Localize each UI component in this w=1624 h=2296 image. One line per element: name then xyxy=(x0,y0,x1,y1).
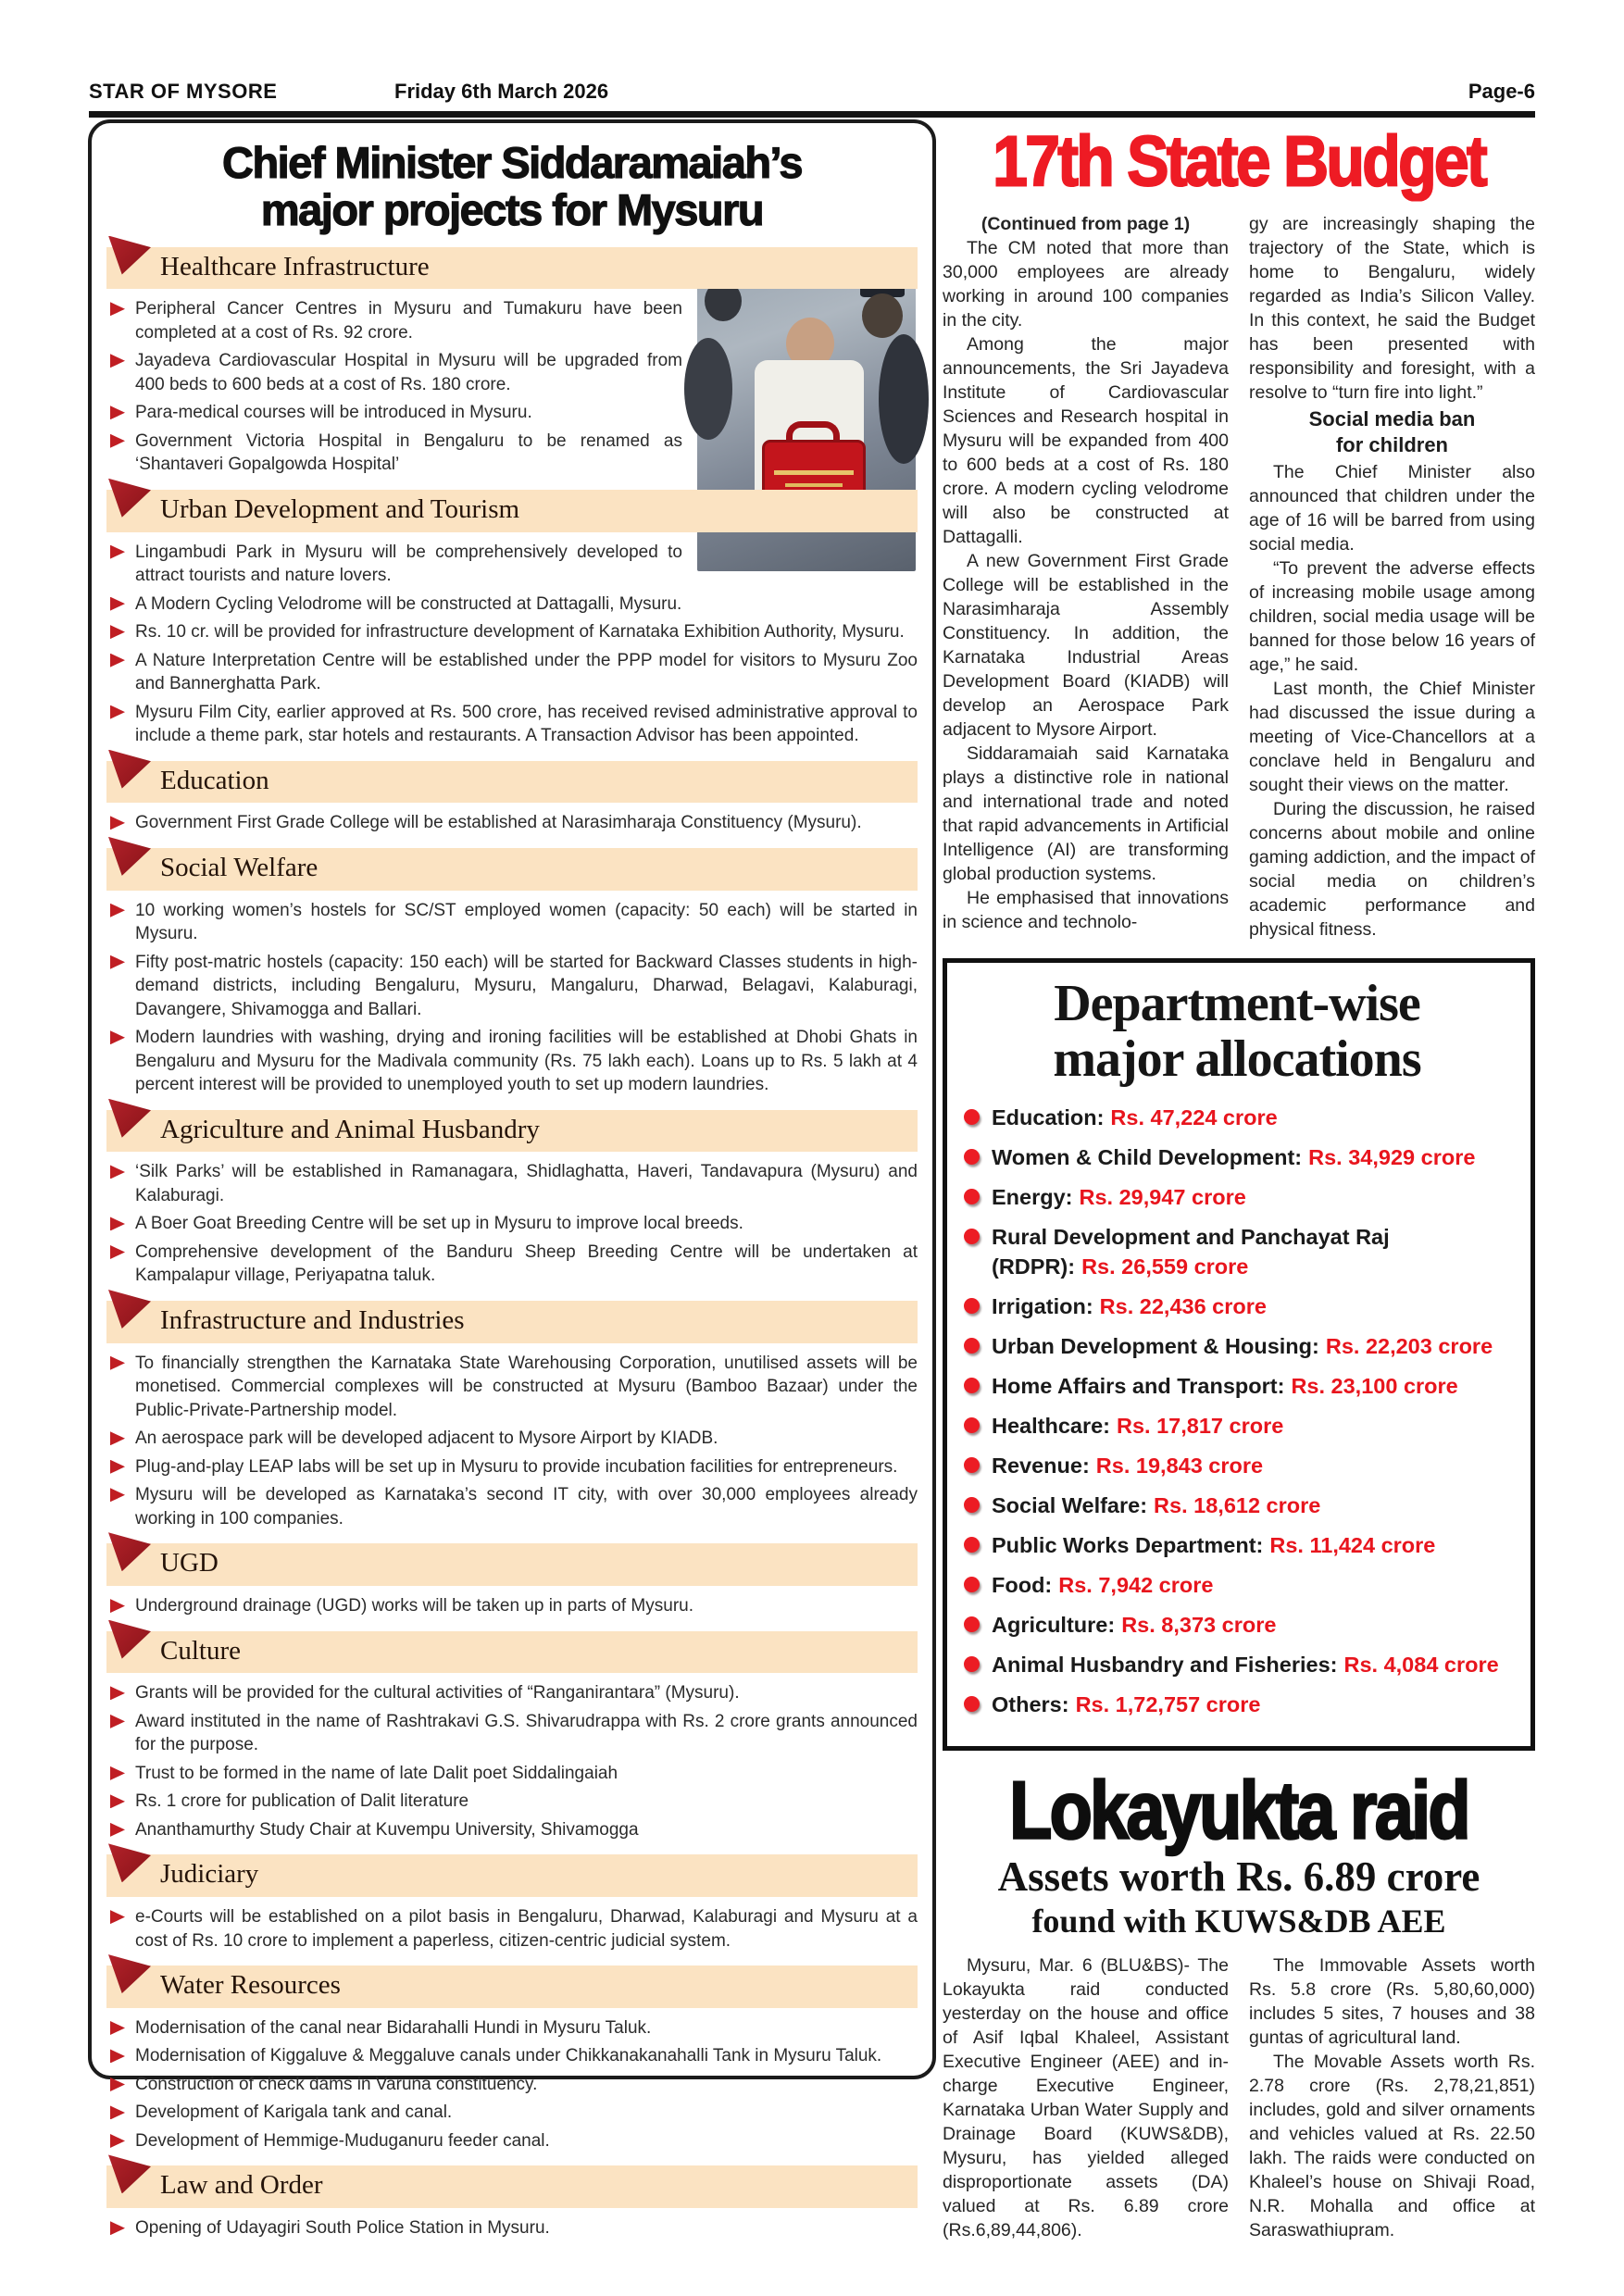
briefcase-gold-band xyxy=(774,470,854,475)
bullet-text: Construction of check dams in Varuna constituency. xyxy=(135,2074,538,2094)
budget-headline: 17th State Budget xyxy=(993,121,1485,202)
bullet-arrow-icon xyxy=(110,2049,125,2063)
budget-column-1 xyxy=(943,212,1229,942)
projects-headline xyxy=(106,140,918,234)
budget-subhead xyxy=(1249,406,1535,458)
bullet-item xyxy=(110,1710,918,1757)
bullet-arrow-icon xyxy=(110,1356,125,1370)
bullet-item xyxy=(110,349,682,396)
bullet-arrow-icon xyxy=(110,705,125,719)
red-dot-bullet-icon xyxy=(964,1378,980,1393)
allocation-label: Agriculture: xyxy=(992,1612,1116,1637)
section-title: Education xyxy=(160,765,269,795)
section-flag-icon xyxy=(108,837,151,876)
allocation-item xyxy=(962,1292,1512,1321)
section-header xyxy=(106,247,918,290)
bullet-item xyxy=(110,1681,918,1705)
budget-paragraph: “To prevent the adverse effects of increasing mobile usage among children, social media usage will be banned for those below 16 years of age,” he said. xyxy=(1249,558,1535,675)
bullet-arrow-icon xyxy=(110,1715,125,1728)
bullet-item xyxy=(110,2016,918,2040)
section-flag-icon xyxy=(108,1843,151,1882)
section-header xyxy=(106,761,918,804)
section-title: Judiciary xyxy=(160,1859,259,1890)
red-dot-bullet-icon xyxy=(964,1149,980,1165)
budget-paragraph: Siddaramaiah said Karnataka plays a distinctive role in national and international trade and noted that rapid advancements in Artificial Intelligence (AI) are transforming global production systems. xyxy=(943,743,1229,884)
raid-subhead: Assets worth Rs. 6.89 crore xyxy=(997,1853,1480,1900)
section-flag-icon xyxy=(108,750,151,789)
section-infrastructure-industries xyxy=(106,1301,918,1530)
bullet-arrow-icon xyxy=(110,545,125,559)
section-education xyxy=(106,761,918,835)
bullet-arrow-icon xyxy=(110,1030,125,1044)
crowd-body-silhouette xyxy=(684,338,732,440)
bullet-arrow-icon xyxy=(110,904,125,917)
allocation-amount: Rs. 1,72,757 crore xyxy=(1075,1691,1261,1716)
bullet-text: ‘Silk Parks’ will be established in Ramanagara, Shidlaghatta, Haveri, Tandavapura (Mysuru) and Kalaburagi. xyxy=(135,1162,918,1205)
bullet-arrow-icon xyxy=(110,2021,125,2035)
section-title: Culture xyxy=(160,1635,241,1666)
bullet-text: Jayadeva Cardiovascular Hospital in Mysuru will be upgraded from 400 beds to 600 beds at a cost of Rs. 180 crore. xyxy=(135,351,682,394)
section-title: Law and Order xyxy=(160,2170,323,2201)
raid-subhead-2: found with KUWS&DB AEE xyxy=(1031,1903,1446,1940)
allocation-amount: Rs. 11,424 crore xyxy=(1269,1532,1436,1557)
allocations-title xyxy=(962,976,1512,1088)
budget-paragraph: The CM noted that more than 30,000 employees are already working in around 100 companies in the city. xyxy=(943,238,1229,331)
bullet-text: Modernisation of Kiggaluve & Meggaluve canals under Chikkanakanahalli Tank in Mysuru Taluk. xyxy=(135,2046,882,2066)
budget-subhead-line2: for children xyxy=(1335,433,1448,456)
red-dot-bullet-icon xyxy=(964,1616,980,1632)
budget-paragraph: During the discussion, he raised concerns about mobile and online gaming addiction, and the impact of social media on children’s academic performance and physical fitness. xyxy=(1249,799,1535,940)
section-flag-icon xyxy=(108,1954,151,1993)
bullet-arrow-icon xyxy=(110,1431,125,1445)
red-dot-bullet-icon xyxy=(964,1577,980,1592)
section-header xyxy=(106,1301,918,1343)
bullet-arrow-icon xyxy=(110,625,125,639)
section-header xyxy=(106,1631,918,1674)
bullet-item xyxy=(110,541,682,588)
briefcase-gold-band xyxy=(785,483,843,487)
bullet-text: A Boer Goat Breeding Centre will be set up in Mysuru to improve local breeds. xyxy=(135,1214,743,1234)
section-flag-icon xyxy=(108,1532,151,1571)
bullet-arrow-icon xyxy=(110,1794,125,1808)
bullet-text: Trust to be formed in the name of late Dalit poet Siddalingaiah xyxy=(135,1763,618,1783)
bullet-text: Para-medical courses will be introduced in Mysuru. xyxy=(135,403,532,423)
allocation-amount: Rs. 19,843 crore xyxy=(1095,1453,1264,1478)
budget-column-2 xyxy=(1249,212,1535,942)
bullet-text: Ananthamurthy Study Chair at Kuvempu University, Shivamogga xyxy=(135,1819,639,1840)
bullet-item xyxy=(110,2101,918,2125)
crowd-head-silhouette xyxy=(862,293,903,338)
red-dot-bullet-icon xyxy=(964,1497,980,1513)
allocations-title-line1: Department-wise xyxy=(1054,975,1420,1032)
allocation-label: Rural Development and Panchayat Raj (RDPR): xyxy=(992,1224,1390,1279)
allocation-label: Home Affairs and Transport: xyxy=(992,1373,1285,1398)
section-title: Agriculture and Animal Husbandry xyxy=(160,1114,540,1144)
bullet-item xyxy=(110,2129,918,2153)
bullet-arrow-icon xyxy=(110,1686,125,1700)
bullet-text: Plug-and-play LEAP labs will be set up in Mysuru to provide incubation facilities for entrepreneurs. xyxy=(135,1456,898,1477)
bullet-text: Fifty post-matric hostels (capacity: 150 each) will be started for Backward Classes students in high-demand districts, including Bengaluru, Mysuru, Mangaluru, Dharwad, Belagavi, Kalaburagi, Davangere, Shivamogga and Ballari. xyxy=(135,952,918,1019)
allocation-item xyxy=(962,1222,1512,1281)
bullet-item xyxy=(110,1352,918,1423)
allocation-item xyxy=(962,1411,1512,1441)
allocation-item xyxy=(962,1331,1512,1361)
allocation-item xyxy=(962,1142,1512,1172)
bullet-text: Grants will be provided for the cultural activities of “Ranganirantara” (Mysuru). xyxy=(135,1683,740,1703)
section-social-welfare xyxy=(106,848,918,1097)
bullet-arrow-icon xyxy=(110,354,125,368)
bullet-item xyxy=(110,1818,918,1842)
bullet-text: Comprehensive development of the Banduru Sheep Breeding Centre will be undertaken at Kampalapur village, Periyapatna taluk. xyxy=(135,1242,918,1286)
budget-paragraph: Among the major announcements, the Sri Jayadeva Institute of Cardiovascular Sciences and Research hospital in Mysuru will be expanded from 400 to 600 beds at a cost of Rs. 180 crore. A modern cycling velodrome will also be constructed at Dattagalli. xyxy=(943,334,1229,547)
masthead xyxy=(89,80,1535,107)
bullet-item xyxy=(110,1905,918,1953)
allocation-label: Energy: xyxy=(992,1184,1073,1209)
red-dot-bullet-icon xyxy=(964,1229,980,1244)
allocation-label: Urban Development & Housing: xyxy=(992,1333,1319,1358)
projects-article xyxy=(88,119,936,2239)
budget-article xyxy=(943,120,1535,942)
section-flag-icon xyxy=(108,1290,151,1329)
budget-paragraph: He emphasised that innovations in science and technolo- xyxy=(943,888,1229,932)
bullet-item xyxy=(110,1160,918,1207)
red-dot-bullet-icon xyxy=(964,1338,980,1354)
section-title: Healthcare Infrastructure xyxy=(160,251,430,281)
red-dot-bullet-icon xyxy=(964,1537,980,1553)
section-ugd xyxy=(106,1543,918,1617)
allocation-item xyxy=(962,1103,1512,1132)
bullet-text: Peripheral Cancer Centres in Mysuru and Tumakuru have been completed at a cost of Rs. 92 crore. xyxy=(135,299,682,343)
section-title: UGD xyxy=(160,1548,219,1578)
section-header xyxy=(106,1110,918,1153)
bullet-arrow-icon xyxy=(110,2078,125,2091)
raid-column-2 xyxy=(1249,1953,1535,2242)
section-water-resources xyxy=(106,1965,918,2152)
bullet-item xyxy=(110,430,682,477)
allocations-title-line2: major allocations xyxy=(1053,1030,1421,1089)
projects-headline-line2: major projects for Mysuru xyxy=(260,184,764,234)
raid-paragraph: The Movable Assets worth Rs. 2.78 crore (Rs. 2,78,21,851) includes, gold and silver ornaments and vehicles valued at Rs. 22.50 lakh. The raids were conducted on Khaleel’s house on Shivaji Road, N.R. Mohalla and office at Saraswathiupram. xyxy=(1249,2052,1535,2241)
bullet-item xyxy=(110,1241,918,1288)
allocation-label: Food: xyxy=(992,1572,1053,1597)
bullet-text: An aerospace park will be developed adjacent to Mysore Airport by KIADB. xyxy=(135,1429,718,1449)
bullet-text: Underground drainage (UGD) works will be taken up in parts of Mysuru. xyxy=(135,1596,693,1616)
bullet-item xyxy=(110,1455,918,1479)
allocation-amount: Rs. 26,559 crore xyxy=(1081,1254,1249,1279)
red-dot-bullet-icon xyxy=(964,1457,980,1473)
allocation-label: Healthcare: xyxy=(992,1413,1110,1438)
bullet-arrow-icon xyxy=(110,1599,125,1613)
section-title: Infrastructure and Industries xyxy=(160,1304,465,1335)
allocation-amount: Rs. 22,203 crore xyxy=(1325,1333,1493,1358)
bullet-arrow-icon xyxy=(110,434,125,448)
section-flag-icon xyxy=(108,2154,151,2193)
allocation-item xyxy=(962,1451,1512,1480)
bullet-text: Development of Hemmige-Muduganuru feeder canal. xyxy=(135,2130,550,2151)
allocation-label: Public Works Department: xyxy=(992,1532,1264,1557)
section-header xyxy=(106,1854,918,1897)
bullet-arrow-icon xyxy=(110,1165,125,1179)
allocation-amount: Rs. 29,947 crore xyxy=(1079,1184,1246,1209)
allocation-label: Irrigation: xyxy=(992,1293,1093,1318)
allocation-amount: Rs. 4,084 crore xyxy=(1343,1652,1499,1677)
bullet-item xyxy=(110,1790,918,1814)
bullet-text: A Nature Interpretation Centre will be established under the PPP model for visitors to Mysuru Zoo and Bannerghatta Park. xyxy=(135,650,918,694)
section-culture xyxy=(106,1631,918,1842)
section-header xyxy=(106,490,918,532)
section-header xyxy=(106,1965,918,2008)
bullet-item xyxy=(110,2216,918,2240)
red-dot-bullet-icon xyxy=(964,1696,980,1712)
bullet-text: Government First Grade College will be established at Narasimharaja Constituency (Mysuru). xyxy=(135,813,862,833)
allocations-box xyxy=(943,958,1535,1751)
allocation-label: Others: xyxy=(992,1691,1069,1716)
bullet-item xyxy=(110,951,918,1022)
bullet-text: Government Victoria Hospital in Bengaluru to be renamed as ‘Shantaveri Gopalgowda Hospital’ xyxy=(135,430,682,475)
bullet-item xyxy=(110,1026,918,1097)
allocation-label: Social Welfare: xyxy=(992,1492,1148,1517)
bullet-text: To financially strengthen the Karnataka State Warehousing Corporation, unutilised assets will be monetised. Commercial complexes will be constructed at Mysuru (Bamboo Bazaar) under the Public-Private-Partnership model. xyxy=(135,1353,918,1420)
bullet-arrow-icon xyxy=(110,1910,125,1924)
raid-column-1 xyxy=(943,1953,1229,2242)
section-flag-icon xyxy=(108,1620,151,1659)
bullet-text: Development of Karigala tank and canal. xyxy=(135,2103,453,2123)
section-judiciary xyxy=(106,1854,918,1953)
bullet-item xyxy=(110,1594,918,1618)
red-dot-bullet-icon xyxy=(964,1189,980,1204)
bullet-arrow-icon xyxy=(110,1766,125,1780)
masthead-rule xyxy=(89,111,1535,118)
bullet-arrow-icon xyxy=(110,816,125,830)
bullet-arrow-icon xyxy=(110,302,125,316)
section-header xyxy=(106,2165,918,2208)
bullet-text: Rs. 1 crore for publication of Dalit literature xyxy=(135,1791,469,1812)
budget-columns xyxy=(943,212,1535,942)
red-dot-bullet-icon xyxy=(964,1656,980,1672)
page-number: Page-6 xyxy=(1468,80,1535,103)
section-flag-icon xyxy=(108,236,151,275)
allocation-item xyxy=(962,1491,1512,1520)
continued-note: (Continued from page 1) xyxy=(981,214,1191,234)
bullet-item xyxy=(110,2073,918,2097)
raid-headline: Lokayukta raid xyxy=(1009,1764,1468,1856)
bullet-arrow-icon xyxy=(110,1245,125,1259)
bullet-item xyxy=(110,297,682,344)
bullet-item xyxy=(110,899,918,946)
allocation-amount: Rs. 22,436 crore xyxy=(1099,1293,1267,1318)
allocation-item xyxy=(962,1530,1512,1560)
bullet-arrow-icon xyxy=(110,2221,125,2235)
bullet-arrow-icon xyxy=(110,1823,125,1837)
raid-article xyxy=(943,1764,1535,2242)
allocation-amount: Rs. 34,929 crore xyxy=(1308,1144,1476,1169)
bullet-item xyxy=(110,401,682,425)
bullet-text: e-Courts will be established on a pilot basis in Bengaluru, Dharwad, Kalaburagi and Mysuru at a cost of Rs. 10 crore to implement a paperless, citizen-centric judicial system. xyxy=(135,1907,918,1951)
bullet-arrow-icon xyxy=(110,1488,125,1502)
bullet-text: Mysuru will be developed as Karnataka’s second IT city, with over 30,000 employees already working in 100 companies. xyxy=(135,1485,918,1529)
allocation-amount: Rs. 8,373 crore xyxy=(1121,1612,1277,1637)
allocation-item xyxy=(962,1570,1512,1600)
bullet-item xyxy=(110,1483,918,1530)
bullet-text: Opening of Udayagiri South Police Station in Mysuru. xyxy=(135,2218,550,2239)
bullet-text: A Modern Cycling Velodrome will be constructed at Dattagalli, Mysuru. xyxy=(135,593,682,614)
allocation-amount: Rs. 7,942 crore xyxy=(1058,1572,1214,1597)
section-agriculture-animal-husbandry xyxy=(106,1110,918,1288)
right-column xyxy=(943,120,1535,2242)
bullet-item xyxy=(110,1427,918,1451)
allocation-item xyxy=(962,1182,1512,1212)
bullet-arrow-icon xyxy=(110,2105,125,2119)
projects-headline-line1: Chief Minister Siddaramaiah’s xyxy=(222,138,802,187)
bullet-text: 10 working women’s hostels for SC/ST employed women (capacity: 50 each) will be started in Mysuru. xyxy=(135,900,918,944)
allocation-item xyxy=(962,1650,1512,1679)
bullet-item xyxy=(110,1762,918,1786)
allocation-item xyxy=(962,1610,1512,1640)
section-header xyxy=(106,1543,918,1586)
budget-paragraph: The Chief Minister also announced that children under the age of 16 will be barred from using social media. xyxy=(1249,462,1535,555)
budget-paragraph: A new Government First Grade College will be established in the Narasimharaja Assembly Constituency. In addition, the Karnataka Industrial Areas Development Board (KIADB) will develop an Aerospace Park adjacent to Mysore Airport. xyxy=(943,551,1229,740)
bullet-item xyxy=(110,2044,918,2068)
crowd-body-silhouette xyxy=(879,334,929,464)
section-title: Water Resources xyxy=(160,1970,341,2001)
raid-paragraph: The Immovable Assets worth Rs. 5.8 crore (Rs. 5,80,60,000) includes 5 sites, 7 houses and 38 guntas of agricultural land. xyxy=(1249,1955,1535,2049)
section-header xyxy=(106,848,918,891)
bullet-text: Rs. 10 cr. will be provided for infrastructure development of Karnataka Exhibition Authority, Mysuru. xyxy=(135,622,905,643)
allocation-label: Revenue: xyxy=(992,1453,1090,1478)
allocation-amount: Rs. 17,817 crore xyxy=(1117,1413,1284,1438)
bullet-arrow-icon xyxy=(110,1460,125,1474)
paper-title: STAR OF MYSORE xyxy=(89,80,278,103)
projects-body xyxy=(106,247,918,2240)
budget-subhead-line1: Social media ban xyxy=(1308,407,1476,430)
raid-paragraph: Mysuru, Mar. 6 (BLU&BS)- The Lokayukta raid conducted yesterday on the house and office of Asif Iqbal Khaleel, Assistant Executive Engineer (AEE) and in-charge Executive Engineer, Karnataka Urban Water Supply and Drainage Board (KUWS&DB), Mysuru, has yielded alleged disproportionate assets (DA) valued at Rs. 6.89 crore (Rs.6,89,44,806). xyxy=(943,1955,1229,2241)
bullet-arrow-icon xyxy=(110,1217,125,1230)
section-flag-icon xyxy=(108,1099,151,1138)
red-dot-bullet-icon xyxy=(964,1417,980,1433)
allocation-label: Education: xyxy=(992,1104,1105,1129)
allocation-item xyxy=(962,1371,1512,1401)
bullet-arrow-icon xyxy=(110,955,125,969)
section-title: Urban Development and Tourism xyxy=(160,493,520,524)
issue-date: Friday 6th March 2026 xyxy=(394,80,609,103)
bullet-text: Modern laundries with washing, drying and ironing facilities will be established at Dhobi Ghats in Bengaluru and Mysuru for the Madivala community (Rs. 75 lakh each). Loans up to Rs. 5 lakh at 4 percent interest will be provided to unemployed youth to set up modern laundries. xyxy=(135,1028,918,1095)
red-dot-bullet-icon xyxy=(964,1298,980,1314)
section-law-and-order xyxy=(106,2165,918,2240)
budget-paragraph: Last month, the Chief Minister had discussed the issue during a meeting of Vice-Chancellors at a conclave held in Bengaluru and sought their views on the matter. xyxy=(1249,679,1535,795)
budget-paragraph: gy are increasingly shaping the trajectory of the State, which is home to Bengaluru, widely regarded as India’s Silicon Valley. In this context, he said the Budget has been presented with responsibility and foresight, with a resolve to “turn fire into light.” xyxy=(1249,214,1535,403)
allocation-amount: Rs. 47,224 crore xyxy=(1110,1104,1278,1129)
bullet-arrow-icon xyxy=(110,406,125,419)
bullet-item xyxy=(110,701,918,748)
allocation-item xyxy=(962,1690,1512,1719)
bullet-text: Modernisation of the canal near Bidarahalli Hundi in Mysuru Taluk. xyxy=(135,2017,652,2038)
bullet-item xyxy=(110,620,918,644)
allocation-label: Women & Child Development: xyxy=(992,1144,1303,1169)
allocation-label: Animal Husbandry and Fisheries: xyxy=(992,1652,1338,1677)
bullet-arrow-icon xyxy=(110,654,125,668)
bullet-item xyxy=(110,1212,918,1236)
bullet-arrow-icon xyxy=(110,2134,125,2148)
section-urban-development-tourism xyxy=(106,490,918,748)
bullet-text: Mysuru Film City, earlier approved at Rs. 500 crore, has received revised administrative approval to include a theme park, star hotels and restaurants. A Transaction Advisor has been appointed. xyxy=(135,702,918,746)
bullet-item xyxy=(110,593,918,617)
bullet-arrow-icon xyxy=(110,597,125,611)
bullet-text: Lingambudi Park in Mysuru will be comprehensively developed to attract tourists and nature lovers. xyxy=(135,542,682,586)
section-flag-icon xyxy=(108,479,151,518)
bullet-text: Award instituted in the name of Rashtrakavi G.S. Shivarudrappa with Rs. 2 crore grants announced for the purpose. xyxy=(135,1711,918,1755)
red-dot-bullet-icon xyxy=(964,1109,980,1125)
allocation-amount: Rs. 23,100 crore xyxy=(1291,1373,1458,1398)
bullet-item xyxy=(110,811,918,835)
bullet-item xyxy=(110,649,918,696)
allocation-amount: Rs. 18,612 crore xyxy=(1154,1492,1321,1517)
section-title: Social Welfare xyxy=(160,852,319,882)
raid-columns xyxy=(943,1953,1535,2242)
